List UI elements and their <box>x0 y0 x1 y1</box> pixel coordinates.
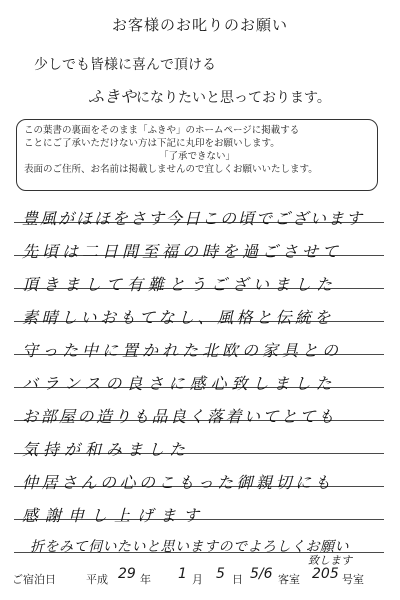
notice-box <box>16 119 378 191</box>
handwritten-line: 気持が和みました <box>22 440 191 459</box>
handwritten-line: 豊風がほほをさす今日この頃でございます <box>22 209 365 228</box>
handwritten-line: 素晴しいおもてなし、風格と伝統を <box>22 308 335 327</box>
month-value: 1 <box>178 566 187 582</box>
month-unit: 月 <box>192 573 203 586</box>
stay-date-label: ご宿泊日 <box>12 573 56 586</box>
room-unit: 号室 <box>342 573 364 586</box>
handwritten-line: 頂きまして有難とうございました <box>22 275 338 294</box>
intro-line-2 <box>88 84 331 107</box>
handwritten-line: 感謝申し上げます <box>22 506 207 525</box>
handwritten-line: お部屋の造りも品良く落着いてとても <box>22 407 337 426</box>
room-label: 客室 <box>278 573 300 586</box>
day-range-value: 5/6 <box>250 566 273 582</box>
notice-line-3: 表面のご住所、お名前は掲載しませんので宜しくお願いいたします。 <box>24 164 318 175</box>
day-value: 5 <box>216 566 225 582</box>
notice-line-1: この葉書の裏面をそのまま「ふきや」のホームページに掲載する <box>24 125 300 136</box>
era-label: 平成 <box>86 573 108 586</box>
handwritten-line: バランスの良さに感心致しました <box>22 374 337 393</box>
handwritten-line: 先頃は二日間至福の時を過ごさせて <box>22 242 343 261</box>
year-value: 29 <box>118 566 136 582</box>
form-title: お客様のお叱りのお願い <box>111 16 288 34</box>
intro-line-2-text: になりたいと思っております。 <box>136 90 331 106</box>
shop-name: ふきや <box>88 87 137 106</box>
handwritten-line: 折をみて伺いたいと思いますのでよろしくお願い <box>30 539 349 555</box>
day-unit: 日 <box>232 573 243 586</box>
notice-line-2: ことにご了承いただけない方は下記に丸印をお願いします。 <box>24 138 280 149</box>
notice-option: 「了承できない」 <box>158 151 235 162</box>
intro-line-1: 少しでも皆様に喜んで頂ける <box>34 57 216 73</box>
handwritten-line: 守った中に置かれた北欧の家具との <box>22 341 343 360</box>
year-unit: 年 <box>140 573 151 586</box>
handwritten-line: 仲居さんの心のこもった御親切にも <box>22 473 335 492</box>
handwritten-tail: 致します <box>308 554 352 567</box>
room-number-value: 205 <box>312 566 339 582</box>
